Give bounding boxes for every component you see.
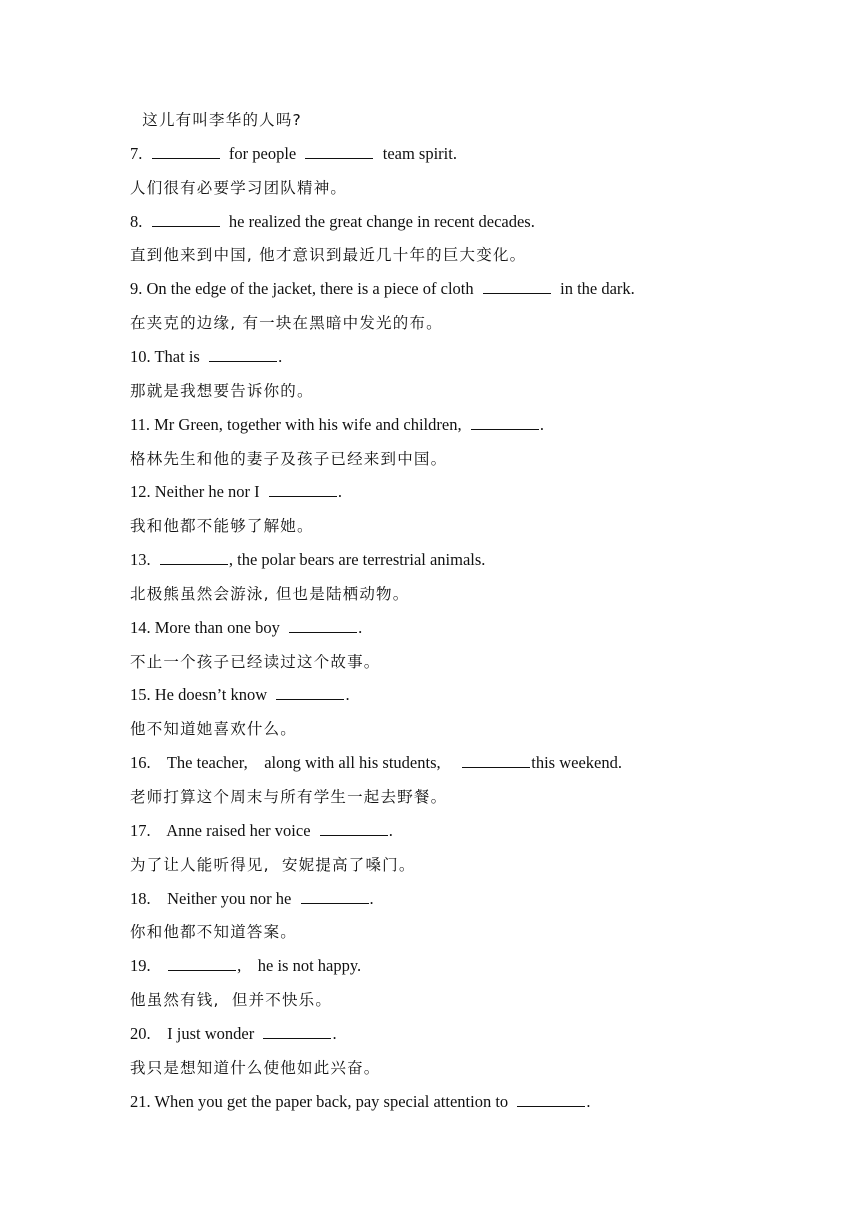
exercise-line <box>130 481 342 503</box>
line-text: 我和他都不能够了解她。 <box>130 517 314 535</box>
line-text: 15. He doesn’t know <box>130 685 276 704</box>
line-text: 这儿有叫李华的人吗? <box>130 111 302 129</box>
answer-blank[interactable] <box>168 955 236 971</box>
answer-blank[interactable] <box>160 549 228 565</box>
line-text: 8. <box>130 212 151 231</box>
line-text: 不止一个孩子已经读过这个故事。 <box>130 653 381 671</box>
answer-blank[interactable] <box>209 346 277 362</box>
answer-blank[interactable] <box>269 481 337 497</box>
exercise-line <box>130 820 393 842</box>
line-text: 20. I just wonder <box>130 1024 263 1043</box>
translation-line <box>130 312 443 334</box>
translation-line <box>130 583 409 605</box>
translation-line <box>130 718 297 740</box>
answer-blank[interactable] <box>301 888 369 904</box>
line-text: . <box>345 685 350 704</box>
exercise-line <box>130 143 457 165</box>
line-text: team spirit. <box>374 144 457 163</box>
answer-blank[interactable] <box>152 143 220 159</box>
exercise-line <box>130 278 635 300</box>
exercise-line <box>130 211 535 233</box>
line-text: 北极熊虽然会游泳, 但也是陆栖动物。 <box>130 585 410 603</box>
line-text: 我只是想知道什么使他如此兴奋。 <box>130 1059 381 1077</box>
line-text: 直到他来到中国, 他才意识到最近几十年的巨大变化。 <box>130 246 527 264</box>
line-text: 18. Neither you nor he <box>130 889 300 908</box>
translation-line <box>130 380 314 402</box>
line-text: 21. When you get the paper back, pay special attention to <box>130 1092 517 1111</box>
answer-blank[interactable] <box>483 278 551 294</box>
line-text: 11. Mr Green, together with his wife and children, <box>130 415 470 434</box>
line-text: . <box>369 889 374 908</box>
line-text: this weekend. <box>531 753 622 772</box>
line-text: 16. The teacher, along with all his students, <box>130 753 462 772</box>
translation-line <box>130 515 314 537</box>
line-text: , the polar bears are terrestrial animals. <box>228 550 486 569</box>
answer-blank[interactable] <box>276 684 344 700</box>
line-text: 17. Anne raised her voice <box>130 821 319 840</box>
line-text: 那就是我想要告诉你的。 <box>130 382 314 400</box>
translation-line <box>130 651 381 673</box>
translation-line <box>130 1057 381 1079</box>
line-text: 为了让人能听得见, 安妮提高了嗓门。 <box>130 856 416 874</box>
translation-line <box>130 989 332 1011</box>
line-text: he realized the great change in recent decades. <box>220 212 535 231</box>
exercise-line <box>130 617 362 639</box>
exercise-line <box>130 549 485 571</box>
line-text: 9. On the edge of the jacket, there is a piece of cloth <box>130 279 482 298</box>
exercise-line <box>130 888 374 910</box>
translation-line <box>130 177 347 199</box>
line-text: . <box>358 618 363 637</box>
exercise-line <box>130 684 350 706</box>
translation-line <box>130 786 447 808</box>
answer-blank[interactable] <box>462 752 530 768</box>
translation-line <box>130 244 526 266</box>
answer-blank[interactable] <box>289 617 357 633</box>
line-text: 格林先生和他的妻子及孩子已经来到中国。 <box>130 450 448 468</box>
line-text: 在夹克的边缘, 有一块在黑暗中发光的布。 <box>130 314 443 332</box>
answer-blank[interactable] <box>471 414 539 430</box>
line-text: . <box>337 482 343 501</box>
exercise-line <box>130 955 361 977</box>
line-text: . <box>586 1092 591 1111</box>
answer-blank[interactable] <box>152 211 220 227</box>
line-text: . <box>332 1024 337 1043</box>
exercise-line <box>130 1023 337 1045</box>
exercise-line <box>130 346 282 368</box>
line-text: . <box>539 415 544 434</box>
line-text: 10. That is <box>130 347 209 366</box>
line-text: , he is not happy. <box>237 956 362 975</box>
line-text: 他虽然有钱, 但并不快乐。 <box>130 991 333 1009</box>
line-text: 他不知道她喜欢什么。 <box>130 720 298 738</box>
line-text: . <box>278 347 283 366</box>
line-text: 7. <box>130 144 151 163</box>
translation-line <box>130 448 447 470</box>
translation-line <box>130 921 297 943</box>
answer-blank[interactable] <box>517 1091 585 1107</box>
answer-blank[interactable] <box>263 1023 331 1039</box>
line-text: 人们很有必要学习团队精神。 <box>130 179 348 197</box>
exercise-line <box>130 752 622 774</box>
translation-line <box>130 109 302 131</box>
line-text: . <box>388 821 393 840</box>
line-text: 19. <box>130 956 168 975</box>
line-text: 老师打算这个周末与所有学生一起去野餐。 <box>130 788 448 806</box>
line-text: 14. More than one boy <box>130 618 289 637</box>
exercise-line <box>130 1091 591 1113</box>
answer-blank[interactable] <box>320 820 388 836</box>
line-text: for people <box>220 144 305 163</box>
line-text: 你和他都不知道答案。 <box>130 923 298 941</box>
line-text: 12. Neither he nor I <box>130 482 268 501</box>
exercise-line <box>130 414 544 436</box>
translation-line <box>130 854 416 876</box>
answer-blank[interactable] <box>305 143 373 159</box>
line-text: 13. <box>130 550 159 569</box>
line-text: in the dark. <box>551 279 635 298</box>
